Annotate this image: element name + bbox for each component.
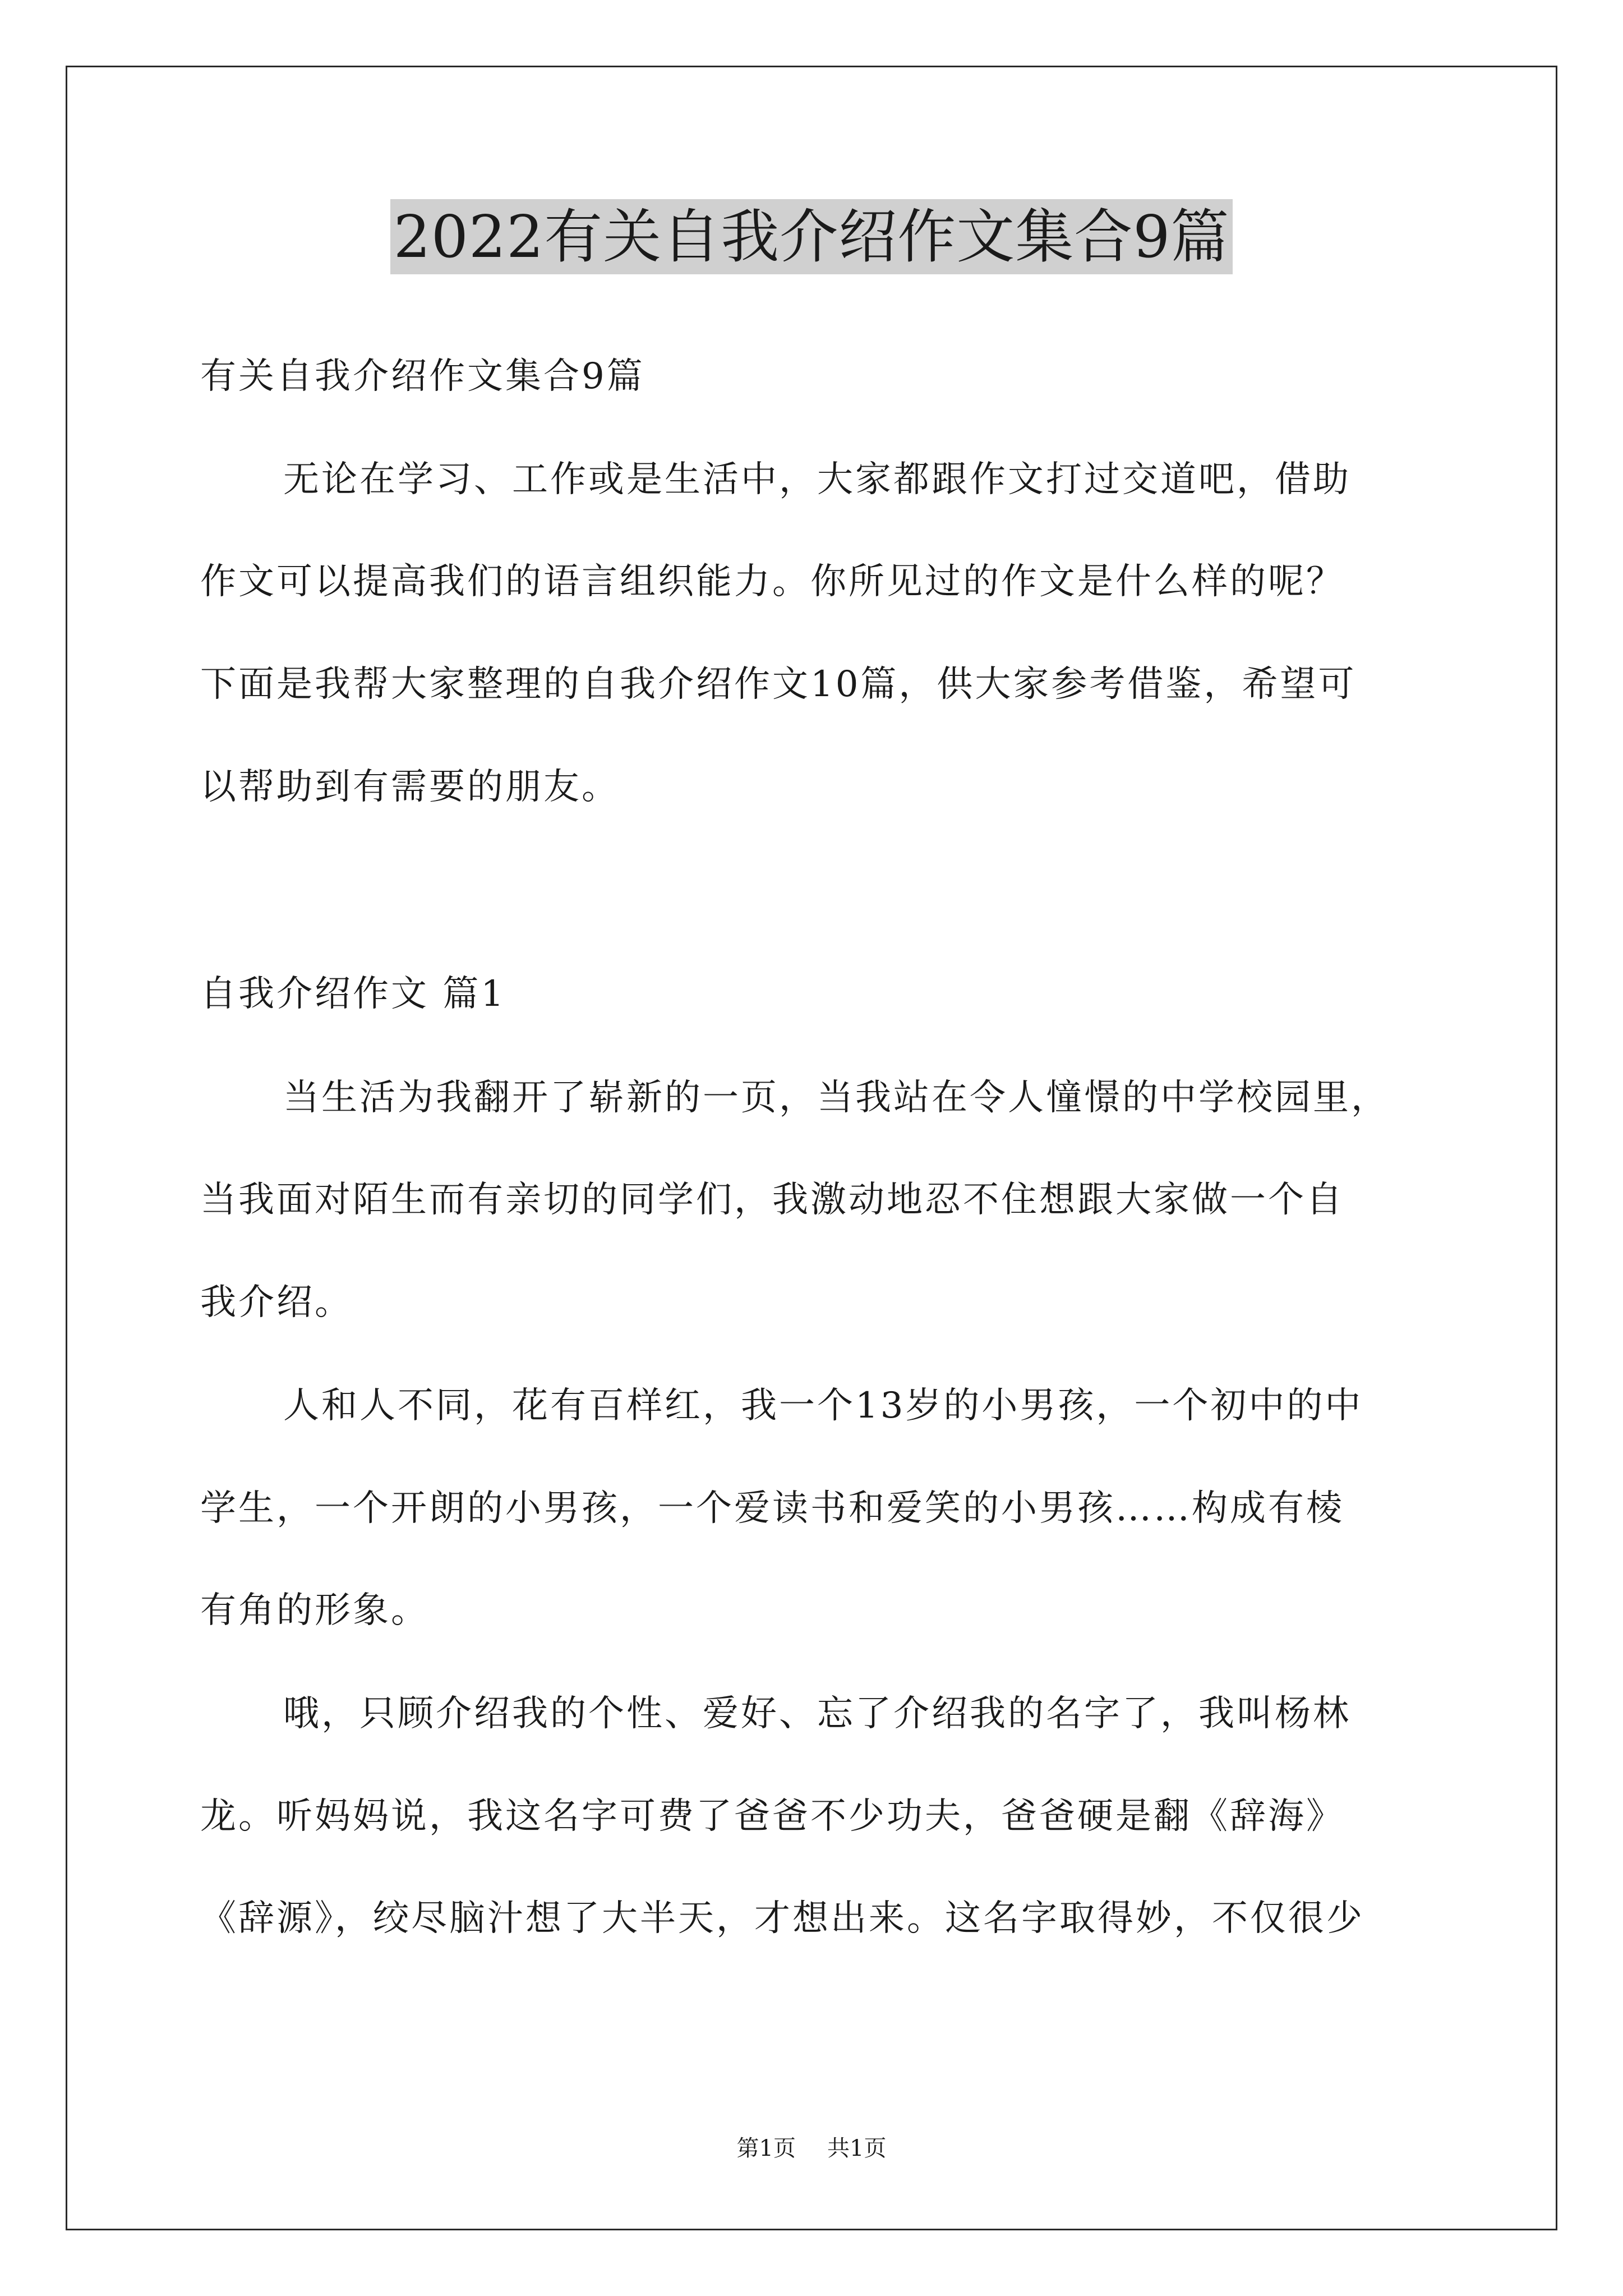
intro-line: 下面是我帮大家整理的自我介绍作文10篇，供大家参考借鉴，希望可 (200, 664, 1357, 705)
paragraph-line: 学生，一个开朗的小男孩，一个爱读书和爱笑的小男孩……构成有棱 (200, 1488, 1344, 1529)
paragraph-line: 人和人不同，花有百样红，我一个13岁的小男孩，一个初中的中 (283, 1385, 1363, 1427)
paragraph-line: 当我面对陌生而有亲切的同学们，我激动地忍不住想跟大家做一个自 (200, 1179, 1344, 1221)
page-number-total: 共1页 (827, 2136, 887, 2161)
document-body (200, 303, 1451, 1939)
document-title: 2022有关自我介绍作文集合9篇 (390, 199, 1233, 274)
page-number-current: 第1页 (736, 2136, 796, 2161)
paragraph-line: 哦，只顾介绍我的个性、爱好、忘了介绍我的名字了，我叫杨林 (283, 1693, 1351, 1734)
intro-line: 以帮助到有需要的朋友。 (200, 766, 620, 808)
paragraph-line: 《辞源》，绞尽脑汁想了大半天，才想出来。这名字取得妙，不仅很少 (200, 1898, 1364, 1939)
paragraph-line: 龙。听妈妈说，我这名字可费了爸爸不少功夫，爸爸硬是翻《辞海》 (200, 1796, 1344, 1837)
intro-line: 作文可以提高我们的语言组织能力。你所见过的作文是什么样的呢？ (200, 561, 1344, 602)
section-heading: 自我介绍作文 篇1 (200, 973, 506, 1015)
intro-line: 无论在学习、工作或是生活中，大家都跟作文打过交道吧，借助 (283, 459, 1351, 500)
paragraph-line: 当生活为我翻开了崭新的一页，当我站在令人憧憬的中学校园里， (283, 1077, 1389, 1119)
paragraph-line: 我介绍。 (200, 1282, 353, 1323)
page-footer (0, 2135, 1623, 2162)
title-container (0, 199, 1623, 274)
document-subtitle: 有关自我介绍作文集合9篇 (200, 356, 645, 397)
paragraph-line: 有角的形象。 (200, 1590, 429, 1631)
